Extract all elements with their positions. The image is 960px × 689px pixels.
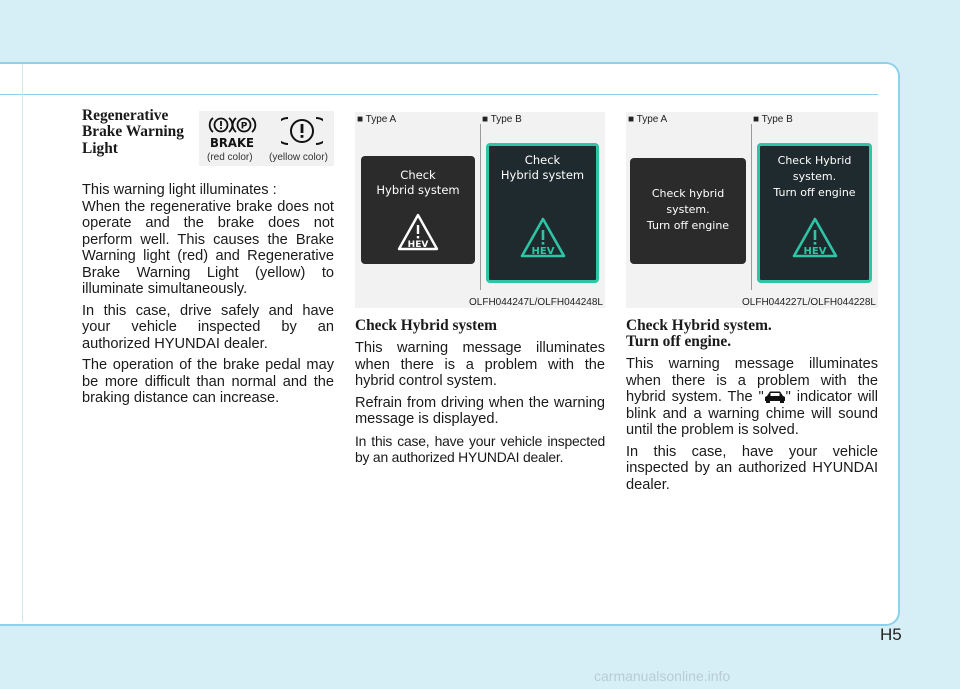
regen-brake-title: Regenerative Brake Warning Light: [82, 107, 184, 157]
type-b-display: [757, 143, 872, 283]
check-hybrid-turnoff-body: [626, 318, 878, 493]
hev-warning-icon: [519, 216, 567, 260]
regen-paragraph-3: In this case, drive safely and have your vehicle inspected by an authorized HYUNDAI dealer.: [82, 302, 334, 352]
check-hybrid-turnoff-figure: [626, 112, 878, 308]
check-hybrid-turnoff-section: [626, 112, 878, 498]
regen-paragraph-1: This warning light illuminates :: [82, 182, 277, 198]
regen-brake-warning-icon: [281, 115, 323, 147]
check-hybrid-turnoff-title: [626, 318, 878, 350]
regen-brake-body: [82, 182, 334, 412]
figure-divider: [751, 124, 752, 290]
display-line: Check Hybrid: [777, 154, 852, 167]
check-hybrid-turnoff-paragraph-1: [626, 356, 878, 439]
type-a-label: ■ Type A: [628, 114, 668, 125]
hev-label: HEV: [407, 240, 429, 250]
type-a-display: [361, 156, 475, 264]
display-line: system.: [792, 170, 837, 183]
figure-code: OLFH044227L/OLFH044228L: [742, 297, 876, 308]
title-line: Check Hybrid system.: [626, 317, 772, 334]
display-line: Check hybrid: [651, 187, 725, 200]
hev-label: HEV: [531, 246, 554, 257]
display-line: Check: [524, 153, 561, 167]
hev-label: HEV: [803, 246, 826, 257]
check-hybrid-section: [355, 112, 605, 471]
check-hybrid-paragraph-1: This warning message illuminates when there is a problem with the hybrid control system.: [355, 340, 605, 389]
check-hybrid-paragraph-2: Refrain from driving when the warning message is displayed.: [355, 394, 605, 427]
paragraph-text: " indicator will blink and a warning chime will sound until the problem is solved.: [626, 389, 879, 438]
svg-text:P: P: [240, 121, 248, 132]
type-b-display: [486, 143, 599, 283]
regen-paragraph-2: When the regenerative brake does not operate and the brake does not perform well. This causes the Brake Warning light (red) and Regenerative Brake Warning Light (yellow) to illuminate simultaneously.: [82, 198, 334, 297]
type-b-label: ■ Type B: [753, 114, 793, 125]
display-line: Check: [400, 168, 436, 182]
car-warning-icon: [764, 390, 786, 403]
check-hybrid-body: [355, 318, 605, 466]
paragraph-text: This warning message illuminates when there is a problem with the hybrid system. The ": [626, 356, 878, 405]
regen-paragraph-4: The operation of the brake pedal may be more difficult than normal and the braking distance can increase.: [82, 357, 334, 406]
type-b-label: ■ Type B: [482, 114, 522, 125]
display-line: Hybrid system: [500, 168, 585, 182]
brake-warning-icon: [207, 115, 257, 149]
check-hybrid-figure: [355, 112, 605, 308]
header-rule: [0, 94, 878, 95]
watermark: carmanualsonline.info: [594, 668, 731, 684]
type-a-display: [630, 158, 746, 264]
brake-icon-text: BRAKE: [210, 135, 254, 149]
hev-warning-icon: [791, 216, 839, 260]
figure-code: OLFH044247L/OLFH044248L: [469, 297, 603, 308]
brake-warning-icons: [199, 111, 334, 166]
display-line: Hybrid system: [376, 183, 460, 197]
hev-warning-icon: [396, 212, 440, 252]
title-line: Turn off engine.: [626, 333, 732, 350]
check-hybrid-paragraph-3: In this case, have your vehicle inspected by an authorized HYUNDAI dealer.: [355, 432, 605, 465]
margin-rule: [22, 64, 23, 622]
figure-divider: [480, 124, 481, 290]
display-line: Turn off engine: [773, 186, 856, 199]
check-hybrid-turnoff-paragraph-2: In this case, have your vehicle inspected by an authorized HYUNDAI dealer.: [626, 443, 878, 493]
yellow-color-caption: (yellow color): [269, 152, 328, 163]
red-color-caption: (red color): [207, 152, 253, 163]
display-line: Turn off engine: [646, 219, 730, 232]
type-a-label: ■ Type A: [357, 114, 397, 125]
page-number: H5: [880, 625, 902, 644]
display-line: system.: [666, 203, 710, 216]
check-hybrid-title: Check Hybrid system: [355, 317, 497, 334]
